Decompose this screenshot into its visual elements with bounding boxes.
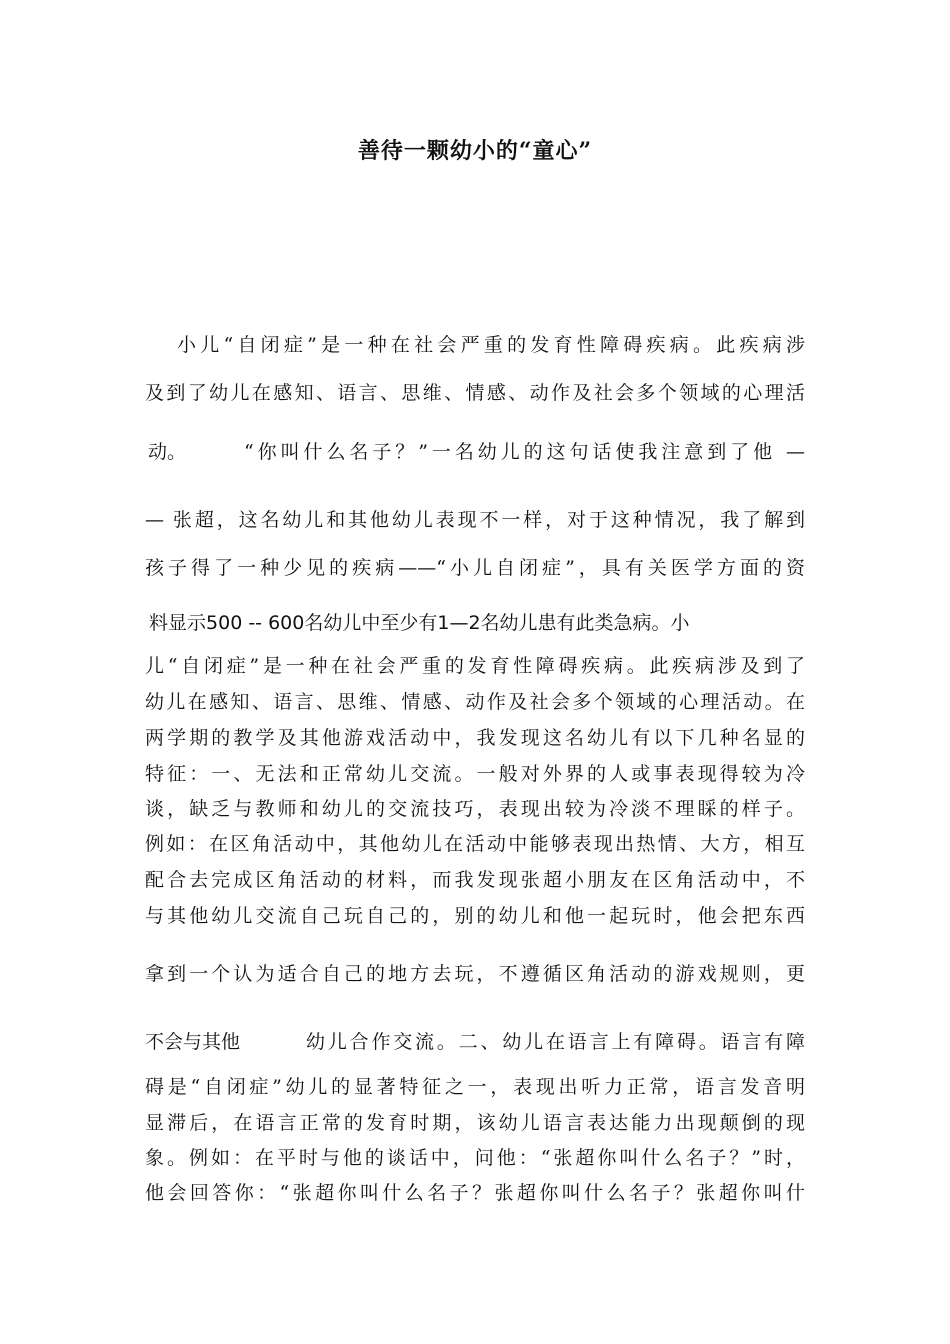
paragraph-line: 碍是“自闭症”幼儿的显著特征之一，表现出听力正常，语言发音明 <box>145 1076 805 1098</box>
paragraph-line-mixed <box>149 608 805 638</box>
paragraph-line: 例如：在区角活动中，其他幼儿在活动中能够表现出热情、大方，相互 <box>145 833 805 855</box>
paragraph-line: 及到了幼儿在感知、语言、思维、情感、动作及社会多个领域的心理活 <box>145 382 805 404</box>
paragraph-line: 配合去完成区角活动的材料，而我发现张超小朋友在区角活动中，不 <box>145 869 805 891</box>
paragraph-line: 拿到一个认为适合自己的地方去玩，不遵循区角活动的游戏规则，更 <box>145 963 805 985</box>
document-title: 善待一颗幼小的“童心” <box>357 138 593 164</box>
paragraph-line: 与其他幼儿交流自己玩自己的，别的幼儿和他一起玩时，他会把东西 <box>145 905 805 927</box>
paragraph-line: 显滞后，在语言正常的发育时期，该幼儿语言表达能力出现颠倒的现 <box>145 1112 805 1134</box>
paragraph-line: 儿“自闭症”是一种在社会严重的发育性障碍疾病。此疾病涉及到了 <box>145 655 805 677</box>
paragraph-line: “你叫什么名子？”一名幼儿的这句话使我注意到了他 — <box>244 441 805 463</box>
number-range: 1—2 <box>437 612 481 634</box>
paragraph-line: 他会回答你：“张超你叫什么名子？张超你叫什么名子？张超你叫什 <box>145 1182 805 1204</box>
paragraph-line: 特征：一、无法和正常幼儿交流。一般对外界的人或事表现得较为冷 <box>145 763 805 785</box>
paragraph-line: — 张超，这名幼儿和其他幼儿表现不一样，对于这种情况，我了解到 <box>145 509 805 531</box>
paragraph-line: 不会与其他 <box>145 1031 241 1053</box>
paragraph-line: 谈，缺乏与教师和幼儿的交流技巧，表现出较为冷淡不理睬的样子。 <box>145 798 805 820</box>
paragraph-line: 动。 <box>148 441 187 463</box>
paragraph-line: 两学期的教学及其他游戏活动中，我发现这名幼儿有以下几种名显的 <box>145 727 805 749</box>
text-segment: 名幼儿患有此类急病。小 <box>480 612 690 634</box>
paragraph-line: 幼儿在感知、语言、思维、情感、动作及社会多个领域的心理活动。在 <box>145 691 805 713</box>
paragraph-line: 孩子得了一种少见的疾病——“小儿自闭症”，具有关医学方面的资 <box>145 557 805 579</box>
text-segment: 料显示 <box>149 612 207 634</box>
paragraph-line: 小儿“自闭症”是一种在社会严重的发育性障碍疾病。此疾病涉 <box>177 334 805 356</box>
paragraph-line: 幼儿合作交流。二、幼儿在语言上有障碍。语言有障 <box>306 1031 805 1053</box>
text-segment: 名幼儿中至少有 <box>304 612 438 634</box>
paragraph-line: 象。例如：在平时与他的谈话中，问他：“张超你叫什么名子？”时， <box>145 1147 805 1169</box>
number-range: 500 -- 600 <box>206 612 305 634</box>
